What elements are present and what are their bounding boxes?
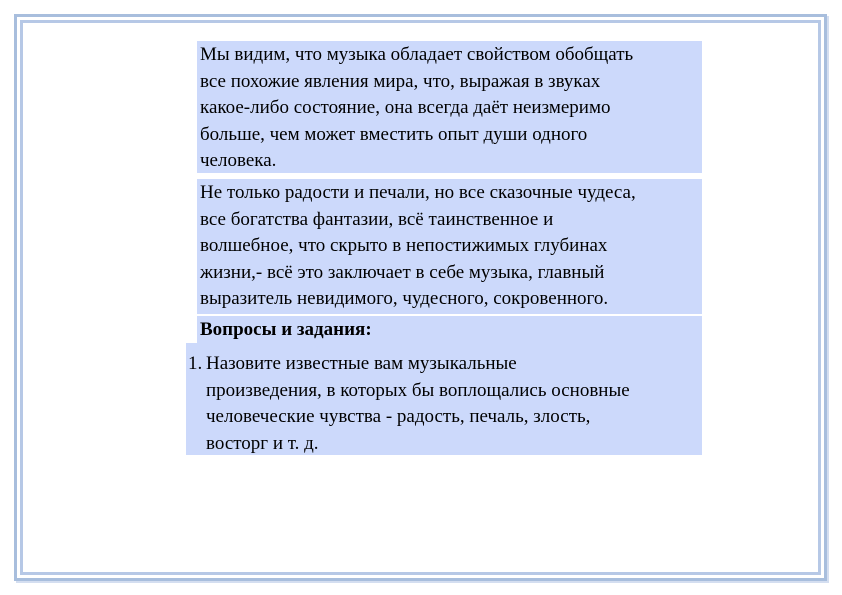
paragraph-1-text: Мы видим, что музыка обладает свойством обобщать все похожие явления мира, что, выражая в звуках какое-либо состояние, она всегда даёт неизмеримо больше, чем может вместить опыт души одного человека.	[200, 44, 634, 171]
questions-heading-block	[197, 316, 702, 345]
paragraph-2-block	[197, 179, 702, 314]
list-item-text: Назовите известные вам музыкальные произведения, в которых бы воплощались основные человеческие чувства - радость, печаль, злость, восторг и т. д.	[206, 353, 630, 454]
questions-heading: Вопросы и задания:	[200, 319, 372, 340]
list-item-number: 1.	[188, 353, 203, 374]
paragraph-1-block	[197, 41, 702, 173]
questions-list	[186, 343, 702, 455]
paragraph-2-text: Не только радости и печали, но все сказочные чудеса, все богатства фантазии, всё таинственное и волшебное, что скрыто в непостижимых глубинах жизни,- всё это заключает в себе музыка, главный выразитель невидимого, чудесного, сокровенного.	[200, 182, 636, 309]
